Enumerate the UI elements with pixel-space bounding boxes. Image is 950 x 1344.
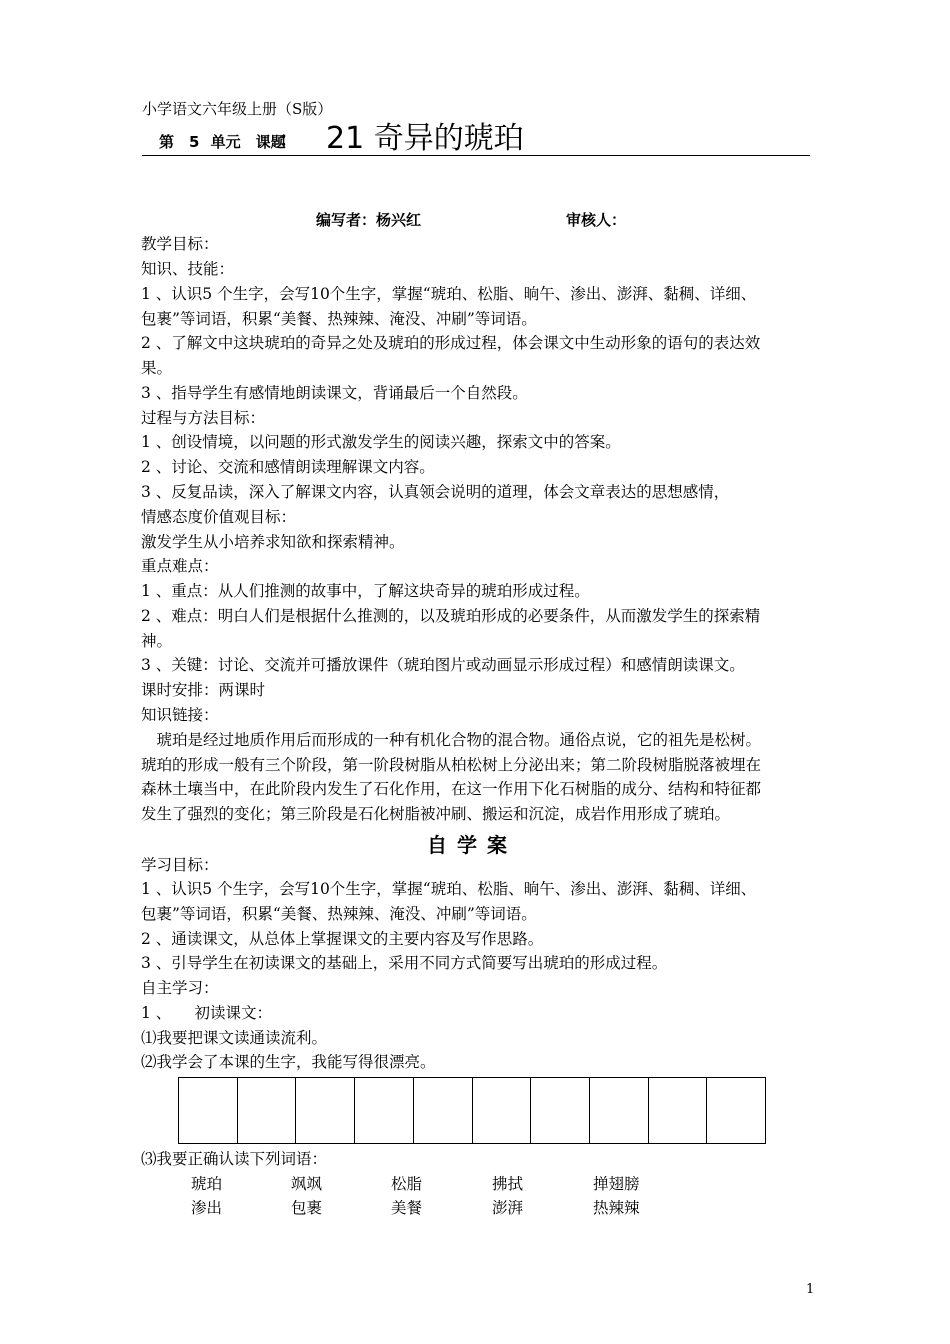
body-line: 3 、指导学生有感情地朗读课文，背诵最后一个自然段。: [141, 384, 528, 402]
self-study-line: 学习目标：: [141, 856, 219, 874]
body-line: 森林土壤当中，在此阶段内发生了石化作用，在这一作用下化石树脂的成分、结构和特征都: [141, 780, 762, 798]
character-writing-grid[interactable]: [178, 1077, 766, 1144]
book-label: 小学语文六年级上册（S版）: [142, 100, 333, 118]
grid-cell[interactable]: [179, 1078, 238, 1143]
title-row: [142, 117, 810, 156]
vocab-word: 渗出: [191, 1199, 223, 1217]
body-line: 发生了强烈的变化；第三阶段是石化树脂被冲刷、搬运和沉淀，成岩作用形成了琥珀。: [141, 805, 731, 823]
body-line: 知识链接：: [141, 706, 219, 724]
grid-cell[interactable]: [414, 1078, 473, 1143]
body-line: 重点难点：: [141, 557, 219, 575]
body-line: 包裹”等词语，积累“美餐、热辣辣、淹没、冲刷”等词语。: [141, 310, 537, 328]
grid-cell[interactable]: [473, 1078, 532, 1143]
body-line: 情感态度价值观目标：: [141, 508, 297, 526]
vocab-word: 掸翅膀: [593, 1175, 640, 1193]
body-line: 课时安排：两课时: [141, 681, 266, 699]
self-study-line: 3 、引导学生在初读课文的基础上，采用不同方式简要写出琥珀的形成过程。: [141, 954, 668, 972]
reviewer-line: 审核人：: [566, 211, 627, 229]
words-prompt: ⑶我要正确认读下列词语：: [141, 1150, 328, 1168]
vocab-word: 包裹: [291, 1199, 323, 1217]
body-line: 果。: [141, 359, 173, 377]
self-study-line: 1 、 初读课文：: [141, 1004, 273, 1022]
self-study-line: 2 、通读课文，从总体上掌握课文的主要内容及写作思路。: [141, 930, 544, 948]
body-line: 教学目标：: [141, 235, 219, 253]
body-line: 1 、重点：从人们推测的故事中，了解这块奇异的琥珀形成过程。: [141, 582, 590, 600]
body-line: 3 、反复品读，深入了解课文内容，认真领会说明的道理，体会文章表达的思想感情，: [141, 483, 730, 501]
grid-cell[interactable]: [649, 1078, 708, 1143]
vocab-word: 松脂: [391, 1175, 423, 1193]
body-line: 1 、创设情境，以问题的形式激发学生的阅读兴趣，探索文中的答案。: [141, 433, 621, 451]
vocab-word: 拂拭: [492, 1175, 524, 1193]
grid-cell[interactable]: [296, 1078, 355, 1143]
body-line: 琥珀的形成一般有三个阶段，第一阶段树脂从柏松树上分泌出来；第二阶段树脂脱落被埋在: [141, 756, 762, 774]
body-line: 激发学生从小培养求知欲和探索精神。: [141, 533, 405, 551]
body-line: 2 、讨论、交流和感情朗读理解课文内容。: [141, 458, 435, 476]
body-line: 2 、了解文中这块琥珀的奇异之处及琥珀的形成过程，体会课文中生动形象的语句的表达效: [141, 334, 761, 352]
self-study-line: 1 、认识5 个生字，会写10个生字，掌握“琥珀、松脂、晌午、渗出、澎湃、黏稠、详细、: [141, 880, 757, 898]
grid-cell[interactable]: [707, 1078, 765, 1143]
self-study-line: 自主学习：: [141, 979, 219, 997]
body-line: 知识、技能：: [141, 260, 235, 278]
self-study-line: 包裹”等词语，积累“美餐、热辣辣、淹没、冲刷”等词语。: [141, 905, 537, 923]
author-line: 编写者：杨兴红: [316, 211, 422, 229]
body-line: 1 、认识5 个生字，会写10个生字，掌握“琥珀、松脂、晌午、渗出、澎湃、黏稠、详细、: [141, 285, 757, 303]
body-line: 神。: [141, 632, 173, 650]
body-line: 过程与方法目标：: [141, 409, 266, 427]
vocab-word: 澎湃: [492, 1199, 524, 1217]
page-number: 1: [806, 1282, 815, 1297]
lesson-title: 21 奇异的琥珀: [326, 121, 524, 156]
vocab-word: 飒飒: [291, 1175, 323, 1193]
self-study-line: ⑵我学会了本课的生字，我能写得很漂亮。: [141, 1053, 436, 1071]
vocab-word: 热辣辣: [593, 1199, 640, 1217]
grid-cell[interactable]: [590, 1078, 649, 1143]
self-study-line: ⑴我要把课文读通读流利。: [141, 1029, 328, 1047]
section-title: 自学案: [427, 833, 517, 857]
unit-label: 第 5 单元 课题: [159, 133, 286, 151]
grid-cell[interactable]: [531, 1078, 590, 1143]
title-colon: ：: [279, 127, 299, 151]
body-line: 琥珀是经过地质作用后而形成的一种有机化合物的混合物。通俗点说，它的祖先是松树。: [141, 731, 762, 749]
grid-cell[interactable]: [238, 1078, 297, 1143]
body-line: 3 、关键：讨论、交流并可播放课件（琥珀图片或动画显示形成过程）和感情朗读课文。: [141, 656, 745, 674]
vocab-word: 琥珀: [191, 1175, 223, 1193]
body-line: 2 、难点：明白人们是根据什么推测的，以及琥珀形成的必要条件，从而激发学生的探索精: [141, 607, 761, 625]
grid-cell[interactable]: [355, 1078, 414, 1143]
vocab-word: 美餐: [391, 1199, 423, 1217]
